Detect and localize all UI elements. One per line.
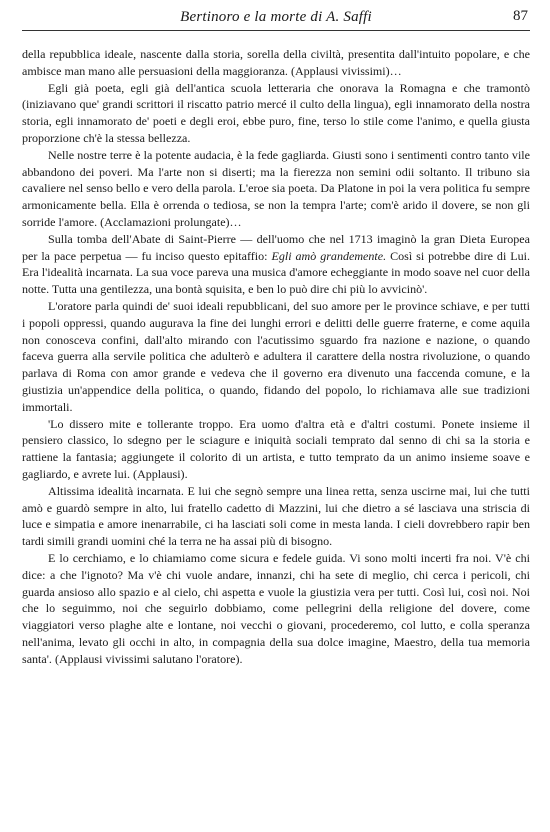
paragraph-1: [22, 46, 530, 80]
paragraph-3: [22, 147, 530, 231]
page-header: [22, 6, 530, 31]
text-run: E lo cerchiamo, e lo chiamiamo come sicura e fedele guida. Vi sono molti incerti fra noi. V'è chi dice: a che l'ignoto? Ma v'è chi vuole andare, innanzi, chi ha sete di meglio, chi cerca i pericoli, chi guarda ansioso allo spazio e al cielo, chi aspetta e vuole la giustizia vera per tutti. Così lui, così noi. Noi che lo seguimmo, noi che seguirlo dobbiamo, come pellegrini della religione del dovere, come viaggiatori verso plaghe alte e lontane, noi vecchi o giovani, procederemo, col lutto, e colla speranza nell'anima, levato gli occhi in alto, in compagnia della sua dolce imagine, Maestro, della tua memoria santa'. (Applausi vivissimi salutano l'oratore).: [22, 550, 530, 666]
paragraph-4: [22, 231, 530, 298]
text-run: 'Lo dissero mite e tollerante troppo. Era uomo d'altra età e d'altri costumi. Ponete insieme il pensiero classico, lo sdegno per le sciagure e iniquità sociali temprato dal senno di chi sa la storia e rattiene la fantasia; aggiungete il colorito di un artista, e tutto temprato da un animo insieme soave e gagliardo, e avrete lui. (Applausi).: [22, 416, 530, 481]
text-run: L'oratore parla quindi de' suoi ideali repubblicani, del suo amore per le province schiave, e per tutti i popoli oppressi, quando augurava la fine dei lunghi errori e delitti delle guerre fraterne, e come aquila non conosceva confini, dall'alto mirando con l'acutissimo sguardo fra nazione e nazione, o quando faceva guerra alla servile politica che adulterò e adultera il carattere della nostra rivoluzione, o quando parlava di Roma con amor grande e vedeva che il governo era divenuto una faccenda comune, e la giustizia un'appendice della politica, o quando, fidando del popolo, lo richiamava alle sue tradizioni immortali.: [22, 298, 530, 414]
paragraph-2: [22, 80, 530, 147]
text-run: Così si potrebbe dire di Lui. Era l'idealità incarnata. La sua voce pareva una musica d'amore echeggiante in modo soave nel cuor della notte. Tutta una gentilezza, una bontà squisita, e ben lo può dire chi più lo avvicinò'.: [22, 248, 531, 297]
paragraph-7: [22, 483, 530, 550]
text-run: Egli già poeta, egli già dell'antica scuola letteraria che onorava la Romagna e che tramontò (iniziavano que' grandi scrittori il riscatto patrio mercé il culto della lingua), egli innamorato della nostra storia, egli innamorato de' poeti e degli eroi, ebbe puro, fine, terso lo stile come l'animo, e quella giusta proporzione ch'è la stessa bellezza.: [22, 80, 530, 145]
italic-quote: Egli amò grandemente.: [271, 248, 387, 263]
running-title: Bertinoro e la morte di A. Saffi: [180, 9, 372, 25]
text-run: Altissima idealità incarnata. E lui che segnò sempre una linea retta, senza uscirne mai, lui che tutti amò e guardò sempre in alto, lui fratello cadetto di Mazzini, lui che dietro a sé lasciava una striscia di luce e simpatia e amore inenarrabile, ci ha lasciati soli come in mesta landa. I cieli dovrebbero rapir ben tardi simili grandi uomini ché la terra ne ha assai più di bisogno.: [22, 483, 530, 549]
page-body: [22, 46, 530, 667]
paragraph-8: [22, 550, 530, 668]
text-run: Sulla tomba dell'Abate di Saint-Pierre — dell'uomo che nel 1713 imaginò la gran Dieta Europea per la pace perpetua — fu inciso questo epitaffio:: [22, 231, 530, 263]
text-run: Nelle nostre terre è la potente audacia, è la fede gagliarda. Giusti sono i sentimenti contro tanto vile abbandono dei poveri. Ma l'arte non si diserti; ma la fierezza non semini odii soltanto. Il tribuno sia cavaliere nel senso bello e vero della parola. L'eroe sia poeta. Da Platone in poi la vera politica fu sempre armonicamente bella. Ella è orrenda o tediosa, se non la tempra l'arte; com'è arido il dovere, se non gli sorride l'amore. (Acclamazioni prolungate)…: [22, 147, 530, 229]
paragraph-6: [22, 416, 530, 483]
paragraph-5: [22, 298, 530, 416]
text-run: della repubblica ideale, nascente dalla storia, sorella della civiltà, presentita dall'intuito popolare, e che ambisce man mano alle persuasioni della maggioranza. (Applausi vivissimi)…: [22, 47, 530, 78]
page-number: 87: [513, 8, 528, 24]
